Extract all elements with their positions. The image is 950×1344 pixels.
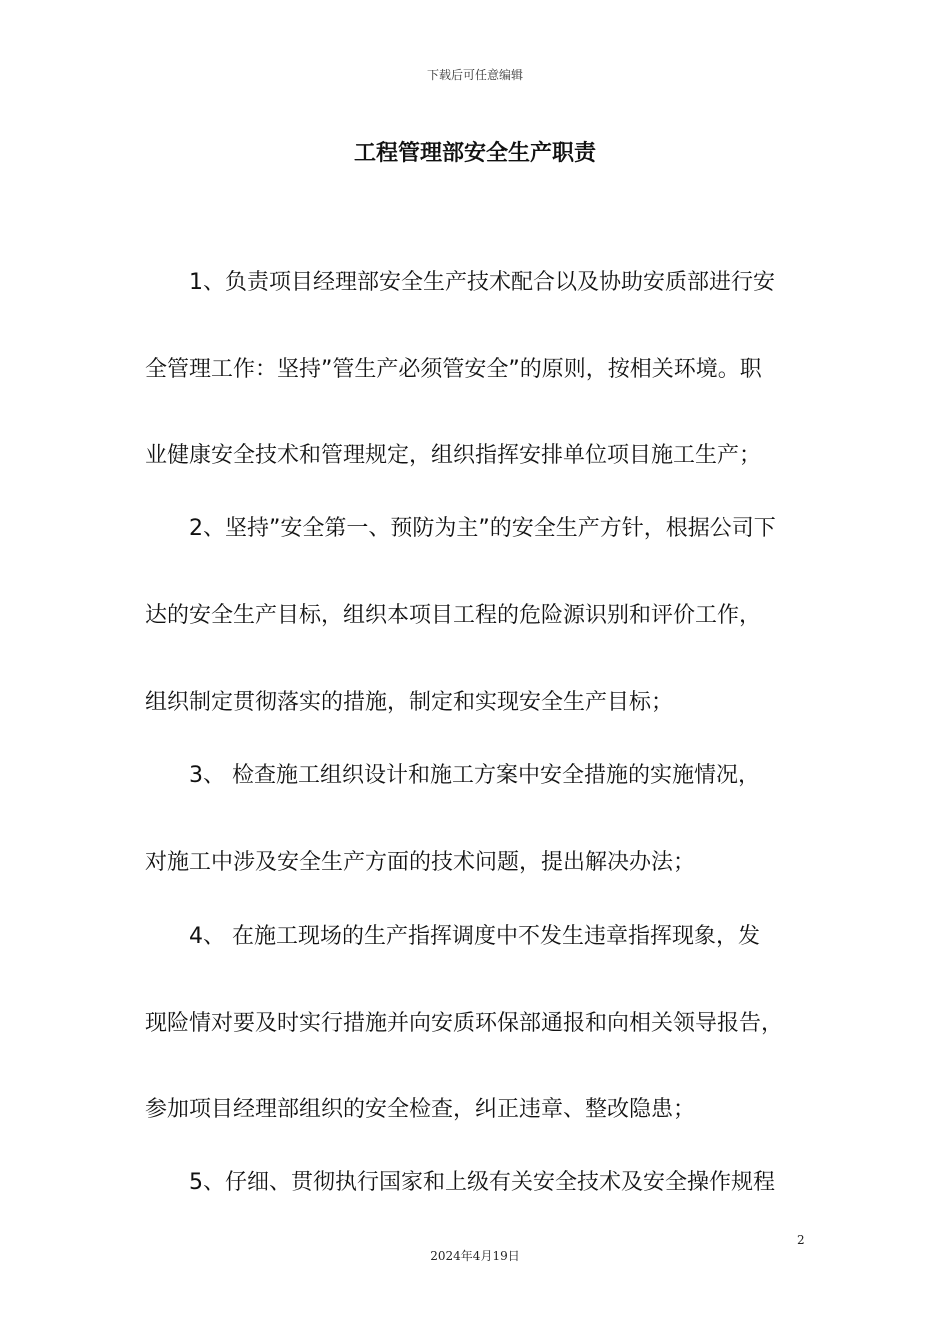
paragraph-1-line-3: 业健康安全技术和管理规定，组织指挥安排单位项目施工生产； <box>145 443 762 468</box>
paragraph-5-line-1: 5、仔细、贯彻执行国家和上级有关安全技术及安全操作规程 <box>189 1170 775 1195</box>
document-title: 工程管理部安全生产职责 <box>353 141 596 166</box>
header-note: 下载后可任意编辑 <box>426 68 523 82</box>
paragraph-4-line-3: 参加项目经理部组织的安全检查，纠正违章、整改隐患； <box>145 1097 696 1122</box>
paragraph-2-line-3: 组织制定贯彻落实的措施，制定和实现安全生产目标； <box>145 690 674 715</box>
paragraph-1-line-2: 全管理工作：坚持”管生产必须管安全”的原则，按相关环境。职 <box>145 357 762 382</box>
paragraph-1-line-1: 1、负责项目经理部安全生产技术配合以及协助安质部进行安 <box>189 270 775 295</box>
footer-date: 2024年4月19日 <box>430 1249 520 1263</box>
page-number: 2 <box>797 1233 805 1247</box>
paragraph-3-line-1: 3、 检查施工组织设计和施工方案中安全措施的实施情况， <box>189 763 760 788</box>
paragraph-4-line-2: 现险情对要及时实行措施并向安质环保部通报和向相关领导报告， <box>145 1011 784 1036</box>
paragraph-2-line-1: 2、坚持”安全第一、预防为主”的安全生产方针，根据公司下 <box>189 516 776 541</box>
paragraph-4-line-1: 4、 在施工现场的生产指挥调度中不发生违章指挥现象，发 <box>189 924 760 949</box>
paragraph-2-line-2: 达的安全生产目标，组织本项目工程的危险源识别和评价工作， <box>145 603 762 628</box>
paragraph-3-line-2: 对施工中涉及安全生产方面的技术问题，提出解决办法； <box>145 850 696 875</box>
